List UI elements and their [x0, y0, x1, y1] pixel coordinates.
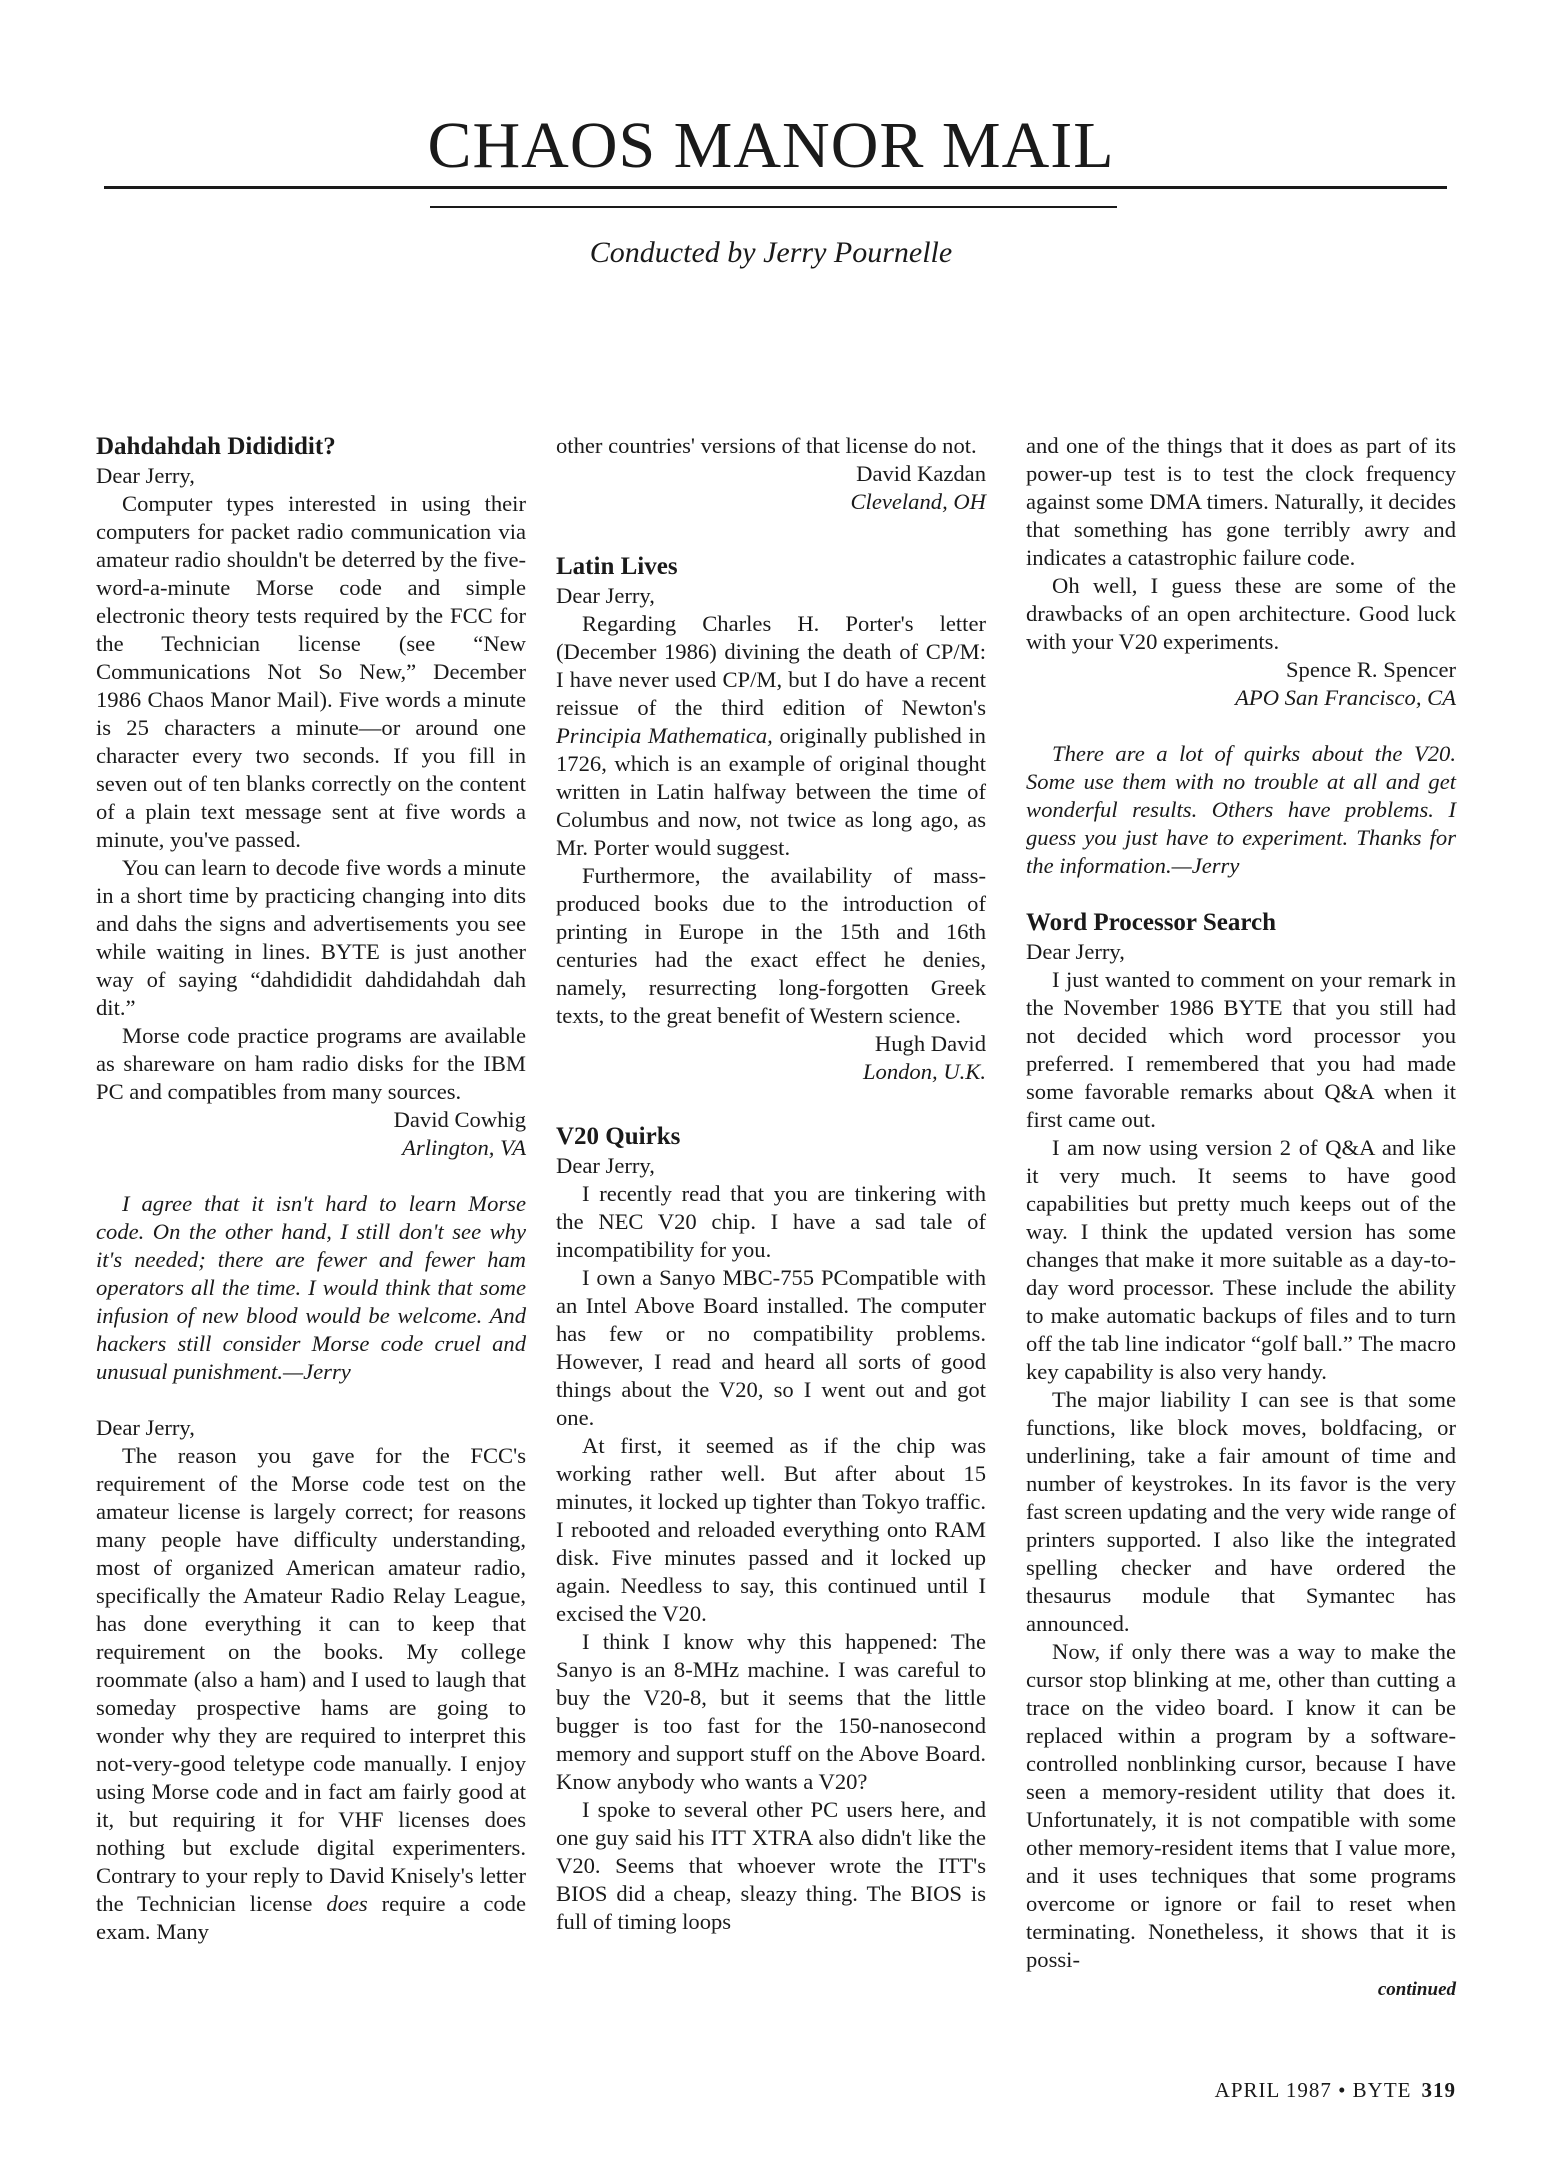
page-footer	[1215, 2078, 1456, 2103]
column-1	[96, 432, 526, 1946]
letter-heading: Dahdahdah Didididit?	[96, 433, 336, 460]
signature	[96, 1106, 526, 1162]
letter-paragraph: I recently read that you are tinkering with the NEC V20 chip. I have a sad tale of incompatibility for you.	[556, 1181, 986, 1262]
paragraph-text: Regarding Charles H. Porter's letter (December 1986) divining the death of CP/M: I have never used CP/M, but I do have a recent reissue of the third edition of Newton's	[556, 611, 986, 720]
continued-marker: continued	[1377, 1979, 1456, 2000]
signature-place: Cleveland, OH	[850, 489, 986, 514]
letter-paragraph: Furthermore, the availability of mass-produced books due to the introduction of printing in Europe in the 15th and 16th centuries had the exact effect he denies, namely, resurrecting long-forgotten Greek texts, to the great benefit of Western science.	[556, 863, 986, 1028]
salutation: Dear Jerry,	[96, 463, 195, 488]
letter-paragraph: I am now using version 2 of Q&A and like it very much. It seems to have good capabilities but pretty much keeps out of the way. I think the updated version has some changes that make it more suitable as a day-to-day word processor. These include the ability to make automatic backups of files and to turn off the tab line indicator “golf ball.” The macro key capability is also very handy.	[1026, 1135, 1456, 1384]
byline: Conducted by Jerry Pournelle	[589, 236, 953, 269]
letter-paragraph: Morse code practice programs are available as shareware on ham radio disks for the IBM PC and compatibles from many sources.	[96, 1023, 526, 1104]
letter-paragraph: I own a Sanyo MBC-755 PCompatible with an Intel Above Board installed. The computer has few or no compatibility problems. However, I read and heard all sorts of good things about the V20, so I went out and got one.	[556, 1265, 986, 1430]
salutation: Dear Jerry,	[556, 1153, 655, 1178]
signature-name: Hugh David	[874, 1031, 986, 1056]
letter-paragraph	[96, 1442, 526, 1946]
letter-paragraph	[556, 610, 986, 862]
letter-paragraph: The major liability I can see is that some functions, like block moves, boldfacing, or underlining, take a fair amount of time and number of keystrokes. In its favor is the very fast screen updating and the very wide range of printers supported. I also like the integrated spelling checker and have ordered the thesaurus module that Symantec has announced.	[1026, 1387, 1456, 1636]
page-number: 319	[1421, 2078, 1456, 2102]
paragraph-text: The reason you gave for the FCC's requirement of the Morse code test on the amateur license is largely correct; for reasons many people have difficulty understanding, most of organized American amateur radio, specifically the Amateur Radio Relay League, has done everything it can to keep that requirement on the books. My college roommate (also a ham) and I used to laugh that someday prospective hams are going to wonder why they are required to interpret this not-very-good teletype code manually. I enjoy using Morse code and in fact am fairly good at it, but requiring it for VHF licenses does nothing but exclude digital experimenters. Contrary to your reply to David Knisely's letter the Technician license	[96, 1443, 526, 1916]
salutation: Dear Jerry,	[556, 583, 655, 608]
letter-paragraph: Now, if only there was a way to make the cursor stop blinking at me, other than cutting a trace on the video board. I know it can be replaced within a program by a software-controlled nonblinking cursor, because I have seen a memory-resident utility that does it. Unfortunately, it is not compatible with some other memory-resident items that I value more, and it uses techniques that some programs overcome or ignore or fail to reset when terminating. Nonetheless, it shows that it is possi-	[1026, 1639, 1456, 1972]
paragraph-text: originally published in 1726, which is an example of original thought written in Latin halfway between the time of Columbus and now, not twice as long ago, as Mr. Porter would suggest.	[556, 723, 986, 860]
reply-text: There are a lot of quirks about the V20. Some use them with no trouble at all and get wonderful results. Others have problems. I guess you just have to experiment. Thanks for the information.—Jerry	[1026, 741, 1456, 878]
letter-paragraph: Computer types interested in using their computers for packet radio communication via amateur radio shouldn't be deterred by the five-word-a-minute Morse code and simple electronic theory tests required by the FCC for the Technician license (see “New Communications Not So New,” December 1986 Chaos Manor Mail). Five words a minute is 25 characters a minute—or around one character every two seconds. If you fill in seven out of ten blanks correctly on the content of a plain text message sent at five words a minute, you've passed.	[96, 491, 526, 852]
page-title: CHAOS MANOR MAIL	[427, 109, 1115, 182]
letter-paragraph: I just wanted to comment on your remark in the November 1986 BYTE that you still had not decided which word processor you preferred. I remembered that you had made some favorable remarks about Q&A when it first came out.	[1026, 967, 1456, 1132]
signature	[556, 1030, 986, 1086]
signature-name: Spence R. Spencer	[1285, 657, 1456, 682]
reply-text: I agree that it isn't hard to learn Morse code. On the other hand, I still don't see why it's needed; there are fewer and fewer ham operators all the time. I would think that some infusion of new blood would be welcome. And hackers still consider Morse code cruel and unusual punishment.—Jerry	[96, 1191, 526, 1384]
signature-name: David Kazdan	[856, 461, 986, 486]
emphasis: does	[326, 1891, 368, 1916]
letter-paragraph: I think I know why this happened: The Sanyo is an 8-MHz machine. I was careful to buy the V20-8, but it seems that the little bugger is too fast for the 150-nanosecond memory and support stuff on the Above Board. Know anybody who wants a V20?	[556, 1629, 986, 1794]
letter-paragraph: At first, it seemed as if the chip was working rather well. But after about 15 minutes, it locked up tighter than Tokyo traffic. I rebooted and reloaded everything onto RAM disk. Five minutes passed and it locked up again. Needless to say, this continued until I excised the V20.	[556, 1433, 986, 1626]
signature-place: London, U.K.	[862, 1059, 986, 1084]
salutation: Dear Jerry,	[96, 1415, 195, 1440]
column-2	[556, 432, 986, 1936]
letter-paragraph-continued: other countries' versions of that license do not.	[556, 433, 977, 458]
editor-reply	[96, 1190, 526, 1386]
signature-name: David Cowhig	[393, 1107, 526, 1132]
signature-place: Arlington, VA	[402, 1135, 526, 1160]
title-rule-bottom	[430, 206, 1117, 208]
signature-place: APO San Francisco, CA	[1235, 685, 1456, 710]
book-title: Principia Mathematica,	[556, 723, 773, 748]
letter-heading: V20 Quirks	[556, 1123, 681, 1150]
column-3	[1026, 432, 1456, 2004]
issue-line: APRIL 1987 • BYTE	[1214, 2078, 1412, 2102]
paragraph-text: require a code exam. Many	[96, 1891, 526, 1944]
title-rule-top	[104, 186, 1447, 189]
letter-heading: Latin Lives	[556, 553, 678, 580]
editor-reply	[1026, 740, 1456, 880]
signature	[1026, 656, 1456, 712]
signature	[556, 460, 986, 516]
salutation: Dear Jerry,	[1026, 939, 1125, 964]
letter-heading: Word Processor Search	[1026, 909, 1276, 936]
letter-paragraph: You can learn to decode five words a minute in a short time by practicing changing into dits and dahs the signs and advertisements you see while waiting in lines. BYTE is just another way of saying “dahdididit dahdidahdah dah dit.”	[96, 855, 526, 1020]
letter-paragraph-continued: and one of the things that it does as part of its power-up test is to test the clock frequency against some DMA timers. Naturally, it decides that something has gone terribly awry and indicates a catastrophic failure code.	[1026, 433, 1456, 570]
letter-paragraph: I spoke to several other PC users here, and one guy said his ITT XTRA also didn't like the V20. Seems that whoever wrote the ITT's BIOS did a cheap, sleazy thing. The BIOS is full of timing loops	[556, 1797, 986, 1934]
letter-paragraph: Oh well, I guess these are some of the drawbacks of an open architecture. Good luck with your V20 experiments.	[1026, 573, 1456, 654]
